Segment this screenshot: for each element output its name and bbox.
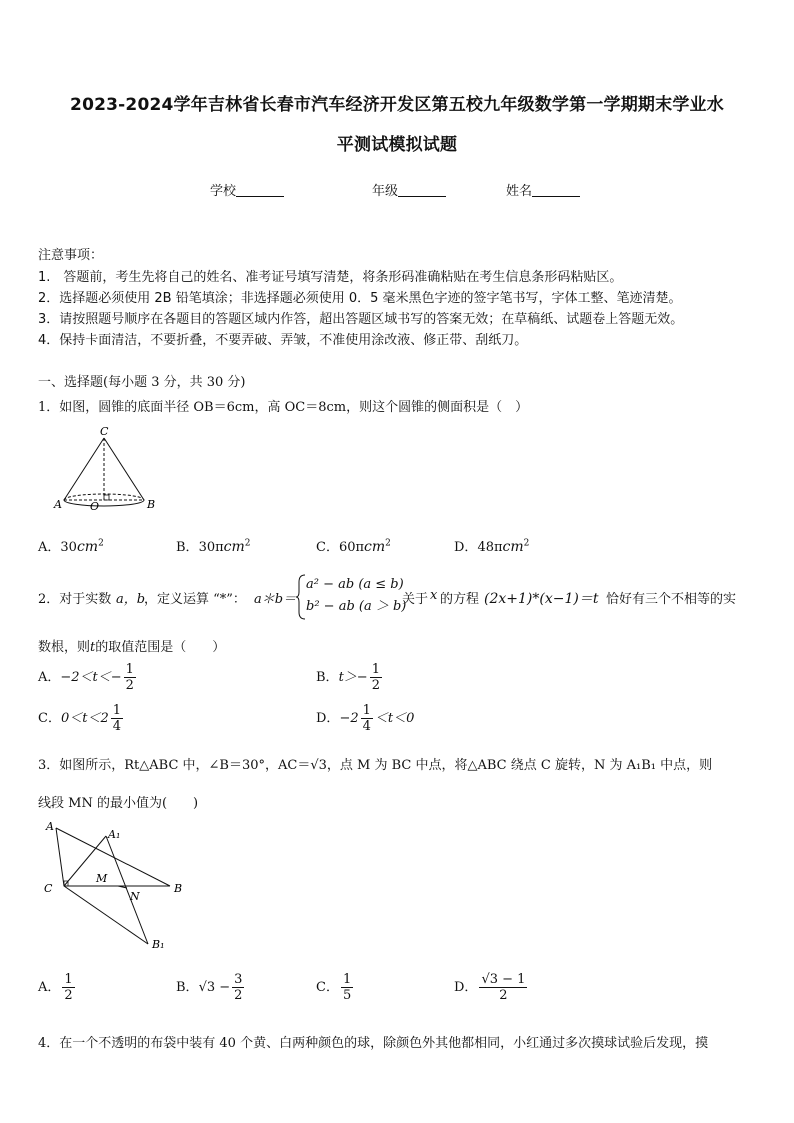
- notice-item: 1. 答题前，考生先将自己的姓名、准考证号填写清楚，将条形码准确粘贴在考生信息条形码粘贴区。: [38, 270, 623, 285]
- school-field[interactable]: [210, 180, 284, 199]
- question-4-stem: 4．在一个不透明的布袋中装有 40 个黄、白两种颜色的球，除颜色外其他都相同，小红通过多次摸球试验后发现，摸: [38, 1036, 709, 1051]
- q2-option-d[interactable]: D．−2 $\frac{1}{4}$ ＜t＜0: [316, 703, 415, 734]
- q2-case-2: b² − ab (a ＞ b): [306, 599, 407, 614]
- q1-option-c[interactable]: C．60πcm$^2$: [316, 538, 391, 555]
- q3-option-a[interactable]: A． $\frac{1}{2}$: [38, 972, 73, 1003]
- label-M: M: [96, 872, 108, 885]
- notice-heading: 注意事项：: [38, 248, 104, 263]
- question-1-stem: 1．如图，圆锥的底面半径 OB＝6cm，高 OC＝8cm，则这个圆锥的侧面积是（ ）: [38, 400, 529, 415]
- cone-figure: [52, 424, 162, 516]
- q2-option-b[interactable]: B．t＞− $\frac{1}{2}$: [316, 662, 380, 693]
- q1-option-d[interactable]: D．48πcm$^2$: [454, 538, 530, 555]
- label-C: C: [100, 425, 109, 438]
- grade-field[interactable]: [372, 180, 446, 199]
- page-title-line2: 平测试模拟试题: [336, 135, 458, 155]
- notice-item: 2．选择题必须使用 2B 铅笔填涂；非选择题必须使用 0．5 毫米黑色字迹的签字笔书写，字体工整、笔迹清楚。: [38, 291, 682, 306]
- label-O: O: [90, 500, 100, 513]
- question-2-line2: 数根，则t的取值范围是（ ）: [38, 640, 226, 655]
- q3-option-b[interactable]: B．√3 − $\frac{3}{2}$: [176, 972, 243, 1003]
- question-3-stem: 3．如图所示，Rt△ABC 中，∠B＝30°，AC＝√3，点 M 为 BC 中点，将△ABC 绕点 C 旋转，N 为 A₁B₁ 中点，则: [38, 758, 713, 773]
- label-B1: B₁: [152, 938, 165, 951]
- label-N: N: [130, 890, 140, 903]
- name-field[interactable]: [506, 180, 580, 199]
- label-A: A: [46, 820, 54, 833]
- name-label: 姓名: [506, 184, 533, 199]
- section-heading: 一、选择题(每小题 3 分，共 30 分): [38, 375, 246, 390]
- label-B: B: [174, 882, 183, 895]
- page-title-line1: 2023-2024学年吉林省长春市汽车经济开发区第五校九年级数学第一学期期末学业水: [70, 95, 724, 115]
- notice-item: 3．请按照题号顺序在各题目的答题区域内作答，超出答题区域书写的答案无效；在草稿纸、试题卷上答题无效。: [38, 312, 684, 327]
- q2-option-c[interactable]: C．0＜t＜2 $\frac{1}{4}$: [38, 703, 122, 734]
- q1-option-a[interactable]: A．$30cm^2$: [38, 538, 104, 555]
- notice-item: 4．保持卡面清洁，不要折叠，不要弄破、弄皱，不准使用涂改液、修正带、刮纸刀。: [38, 333, 528, 348]
- label-B: B: [147, 498, 156, 511]
- question-3-line2: 线段 MN 的最小值为( ): [38, 796, 199, 811]
- q2-case-1: a² − ab (a ≤ b): [306, 577, 404, 592]
- q1-option-b[interactable]: B．30πcm$^2$: [176, 538, 251, 555]
- school-label: 学校: [210, 184, 237, 199]
- grade-label: 年级: [372, 184, 399, 199]
- q3-option-c[interactable]: C． $\frac{1}{5}$: [316, 972, 352, 1003]
- q3-option-d[interactable]: D． $\frac{√3 - 1}{2}$: [454, 972, 526, 1003]
- rotation-figure: [40, 816, 190, 956]
- label-C: C: [44, 882, 53, 895]
- q2-option-a[interactable]: A．−2＜t＜− $\frac{1}{2}$: [38, 662, 134, 693]
- label-A1: A₁: [108, 828, 121, 841]
- label-A: A: [54, 498, 62, 511]
